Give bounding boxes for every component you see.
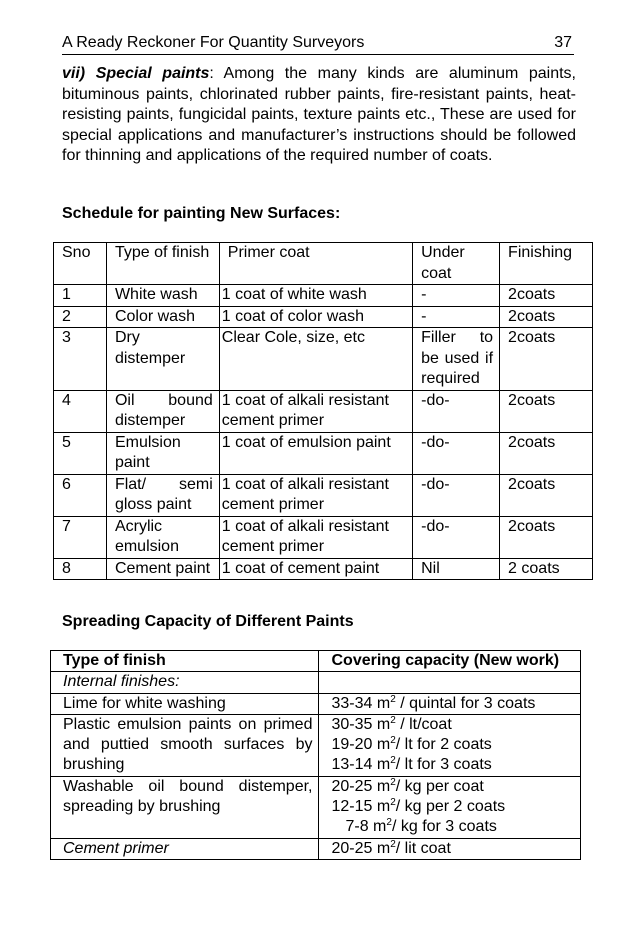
special-paints-paragraph (62, 64, 576, 167)
capacity-line (331, 735, 574, 755)
capacity-line (331, 839, 574, 859)
table-cell: 7 (54, 516, 107, 558)
table-row (54, 390, 593, 432)
capacity-line (331, 755, 574, 775)
table-cell: 1 coat of emulsion paint (219, 432, 412, 474)
unit-exponent: 2 (390, 714, 396, 726)
table-header-row (54, 243, 593, 285)
table-cell: 1 coat of alkali resistant cement primer (219, 390, 412, 432)
unit-exponent: 2 (390, 838, 396, 850)
finish-cell: Plastic emulsion paints on primed and puttied smooth surfaces by brushing (51, 714, 319, 776)
unit-exponent: 2 (390, 755, 396, 767)
table-cell: 1 coat of cement paint (219, 558, 412, 580)
spreading-heading: Spreading Capacity of Different Paints (62, 613, 354, 630)
finish-cell: Lime for white washing (51, 693, 319, 714)
table-cell: Emulsion paint (106, 432, 219, 474)
table-cell: 5 (54, 432, 107, 474)
table-cell: 2 (54, 306, 107, 328)
finish-cell: Washable oil bound distemper, spreading by brushing (51, 776, 319, 838)
table-cell: 2coats (500, 516, 593, 558)
table-cell: -do- (413, 390, 500, 432)
table-cell: Clear Cole, size, etc (219, 328, 412, 391)
capacity-value: 30-35 m (331, 715, 391, 733)
table-cell: 2coats (500, 285, 593, 307)
schedule-heading: Schedule for painting New Surfaces: (62, 205, 341, 222)
column-header: Covering capacity (New work) (319, 651, 581, 672)
table-cell: 1 coat of alkali resistant cement primer (219, 474, 412, 516)
table-cell: Cement paint (106, 558, 219, 580)
table-row (51, 776, 581, 838)
capacity-cell (319, 776, 581, 838)
table-cell: Nil (413, 558, 500, 580)
capacity-cell (319, 693, 581, 714)
table-cell: 8 (54, 558, 107, 580)
table-cell: 2coats (500, 390, 593, 432)
unit-exponent: 2 (390, 797, 396, 809)
column-header: Type of finish (51, 651, 319, 672)
capacity-unit: / lt/coat (395, 715, 452, 733)
unit-exponent: 2 (390, 693, 396, 705)
table-cell: 3 (54, 328, 107, 391)
table-cell: - (413, 285, 500, 307)
table-row (54, 328, 593, 391)
capacity-value: 12-15 m (331, 798, 391, 816)
table-cell: Flat/ semi gloss paint (106, 474, 219, 516)
capacity-value: 13-14 m (331, 756, 391, 774)
capacity-line (331, 694, 574, 714)
table-row (51, 838, 581, 859)
finish-cell: Cement primer (51, 838, 319, 859)
capacity-line (331, 817, 574, 837)
table-cell: Color wash (106, 306, 219, 328)
table-row (51, 714, 581, 776)
capacity-cell (319, 714, 581, 776)
capacity-value: 7-8 m (345, 818, 387, 836)
table-cell: 2coats (500, 306, 593, 328)
table-header-row (51, 651, 581, 672)
table-cell: -do- (413, 516, 500, 558)
table-cell: - (413, 306, 500, 328)
capacity-unit: / kg for 3 coats (391, 818, 497, 836)
table-row (54, 516, 593, 558)
empty-cell (319, 672, 581, 693)
table-row (54, 432, 593, 474)
table-cell: -do- (413, 432, 500, 474)
table-cell: 1 coat of white wash (219, 285, 412, 307)
capacity-value: 20-25 m (331, 839, 391, 857)
column-header: Primer coat (219, 243, 412, 285)
table-cell: 2 coats (500, 558, 593, 580)
unit-exponent: 2 (386, 817, 392, 829)
capacity-unit: / lit coat (395, 839, 451, 857)
capacity-value: 33-34 m (331, 694, 391, 712)
page-header (62, 34, 574, 55)
spreading-table (50, 650, 581, 860)
table-cell: Dry distemper (106, 328, 219, 391)
capacity-unit: / quintal for 3 coats (395, 694, 536, 712)
internal-finishes-label: Internal finishes: (51, 672, 319, 693)
special-paints-label: vii) Special paints (62, 65, 210, 82)
capacity-value: 19-20 m (331, 736, 391, 754)
page-number: 37 (554, 34, 572, 51)
table-cell: 2coats (500, 474, 593, 516)
special-paints-text: : Among the many kinds are aluminum paints, bituminous paints, chlorinated rubber paints, fire-resistant paints, heat-resisting paints, fungicidal paints, texture paints etc., These are used for special applications and manufacturer’s instructions should be followed for thinning and applications of the required number of coats. (62, 65, 576, 164)
unit-exponent: 2 (390, 735, 396, 747)
book-title: A Ready Reckoner For Quantity Surveyors (62, 34, 365, 51)
table-cell: 2coats (500, 432, 593, 474)
table-cell: 6 (54, 474, 107, 516)
table-cell: Oil bound distemper (106, 390, 219, 432)
table-row (54, 474, 593, 516)
schedule-table (53, 242, 593, 580)
capacity-unit: / kg per coat (395, 777, 484, 795)
capacity-line (331, 715, 574, 735)
table-cell: 1 coat of color wash (219, 306, 412, 328)
table-row (51, 693, 581, 714)
table-cell: Acrylic emulsion (106, 516, 219, 558)
table-cell: 4 (54, 390, 107, 432)
table-cell: 2coats (500, 328, 593, 391)
capacity-unit: / lt for 3 coats (395, 756, 492, 774)
table-cell: White wash (106, 285, 219, 307)
table-cell: Filler to be used if required (413, 328, 500, 391)
capacity-unit: / kg per 2 coats (395, 798, 506, 816)
column-header: Finishing (500, 243, 593, 285)
capacity-value: 20-25 m (331, 777, 391, 795)
section-row (51, 672, 581, 693)
column-header: Sno (54, 243, 107, 285)
table-cell: 1 (54, 285, 107, 307)
capacity-line (331, 797, 574, 817)
table-cell: 1 coat of alkali resistant cement primer (219, 516, 412, 558)
table-row (54, 285, 593, 307)
column-header: Type of finish (106, 243, 219, 285)
unit-exponent: 2 (390, 776, 396, 788)
table-row (54, 306, 593, 328)
capacity-unit: / lt for 2 coats (395, 736, 492, 754)
table-cell: -do- (413, 474, 500, 516)
column-header: Under coat (413, 243, 500, 285)
capacity-cell (319, 838, 581, 859)
table-row (54, 558, 593, 580)
capacity-line (331, 777, 574, 797)
